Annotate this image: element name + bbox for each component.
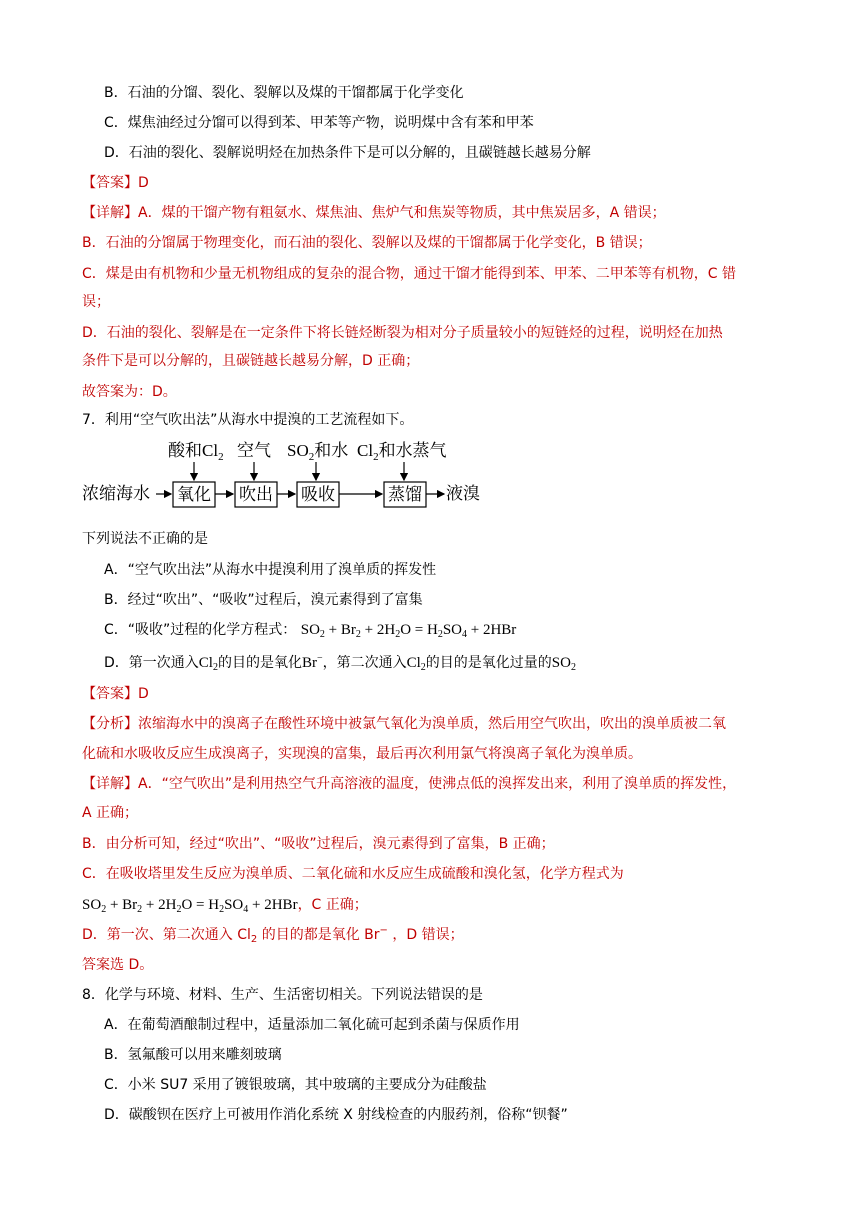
- equation: $SO_2 + Br_2 + 2H_2O = H_2SO_4 + 2HBr$: [82, 897, 298, 915]
- detail-b: B．由分析可知，经过“吹出”、“吸收”过程后，溴元素得到了富集，B 正确；: [82, 836, 555, 852]
- flow-end: 液溴: [446, 484, 480, 503]
- conclusion: 答案选 D。: [82, 957, 154, 973]
- answer-label: 【答案】D: [82, 175, 149, 191]
- step-absorb: 吸收: [301, 485, 335, 504]
- equation: $SO_2 + Br_2 + 2H_2O = H_2SO_4 + 2HBr$: [300, 622, 517, 640]
- option-b: B．石油的分馏、裂化、裂解以及煤的干馏都属于化学变化: [104, 85, 464, 101]
- option-a: A．“空气吹出法”从海水中提溴利用了溴单质的挥发性: [104, 562, 437, 578]
- option-d: D．石油的裂化、裂解说明烃在加热条件下是可以分解的，且碳链越长越易分解: [104, 145, 591, 161]
- question-8-stem: 8．化学与环境、材料、生产、生活密切相关。下列说法错误的是: [82, 987, 483, 1003]
- option-a: A．在葡萄酒酿制过程中，适量添加二氧化硫可起到杀菌与保质作用: [104, 1017, 520, 1033]
- option-c: [104, 620, 516, 640]
- option-d: D．第一次通入$Cl_2$的目的是氧化Br−，第二次通入$Cl_2$的目的是氧化过量的$SO_2$: [104, 653, 576, 673]
- reagent-cl2-steam: $Cl_2$和水蒸气: [357, 441, 447, 463]
- detail-a: 【详解】A．煤的干馏产物有粗氨水、煤焦油、焦炉气和焦炭等物质，其中焦炭居多，A 错误；: [82, 205, 666, 221]
- process-flow-diagram: [82, 436, 502, 512]
- step-distill: 蒸馏: [388, 485, 422, 504]
- conclusion: 故答案为：D。: [82, 384, 177, 400]
- step-oxidize: 氧化: [177, 485, 211, 504]
- option-b: B．经过“吹出”、“吸收”过程后，溴元素得到了富集: [104, 592, 423, 608]
- detail-b: B．石油的分馏属于物理变化，而石油的裂化、裂解以及煤的干馏都属于化学变化，B 错误；: [82, 235, 652, 251]
- detail-a-line1: 【详解】A．“空气吹出”是利用热空气升高溶液的温度，使沸点低的溴挥发出来，利用了溴单质的挥发性，: [82, 776, 737, 792]
- question-7-stem: 7．利用“空气吹出法”从海水中提溴的工艺流程如下。: [82, 412, 414, 428]
- answer-label: 【答案】D: [82, 686, 149, 702]
- detail-d-line1: D．石油的裂化、裂解是在一定条件下将长链烃断裂为相对分子质量较小的短链烃的过程，说明烃在加热: [82, 325, 723, 341]
- detail-a-line2: A 正确；: [82, 805, 139, 821]
- detail-c-line2: $SO_2 + Br_2 + 2H_2O = H_2SO_4 + 2HBr$，C 正确；: [82, 897, 368, 915]
- detail-d: D．第一次、第二次通入 $Cl_2$ 的目的都是氧化 Br− ，D 错误；: [82, 925, 464, 945]
- detail-d-line2: 条件下是可以分解的，且碳链越长越易分解，D 正确；: [82, 353, 420, 369]
- detail-c-line2: 误；: [82, 294, 110, 310]
- question-7-prompt: 下列说法不正确的是: [82, 531, 208, 547]
- reagent-acid-chlorine: 酸和$Cl_2$: [168, 441, 224, 463]
- option-c-text: C．“吸收”过程的化学方程式：: [104, 622, 297, 638]
- step-blow: 吹出: [239, 485, 273, 504]
- analysis-line1: 【分析】浓缩海水中的溴离子在酸性环境中被氯气氧化为溴单质，然后用空气吹出，吹出的溴单质被二氧: [82, 716, 726, 732]
- detail-c-line1: C．煤是由有机物和少量无机物组成的复杂的混合物，通过干馏才能得到苯、甲苯、二甲苯等有机物，C 错: [82, 266, 736, 282]
- option-c: C．煤焦油经过分馏可以得到苯、甲苯等产物，说明煤中含有苯和甲苯: [104, 115, 534, 131]
- option-c: C．小米 SU7 采用了镀银玻璃，其中玻璃的主要成分为硅酸盐: [104, 1077, 487, 1093]
- analysis-line2: 化硫和水吸收反应生成溴离子，实现溴的富集，最后再次利用氯气将溴离子氧化为溴单质。: [82, 746, 642, 762]
- detail-c-line1: C．在吸收塔里发生反应为溴单质、二氧化硫和水反应生成硫酸和溴化氢，化学方程式为: [82, 866, 624, 882]
- option-d: D．碳酸钡在医疗上可被用作消化系统 X 射线检查的内服药剂，俗称“钡餐”: [104, 1107, 568, 1123]
- option-b: B．氢氟酸可以用来雕刻玻璃: [104, 1047, 282, 1063]
- flow-start: 浓缩海水: [82, 484, 150, 503]
- reagent-so2-water: $SO_2$和水: [287, 441, 349, 463]
- reagent-air: 空气: [237, 441, 271, 460]
